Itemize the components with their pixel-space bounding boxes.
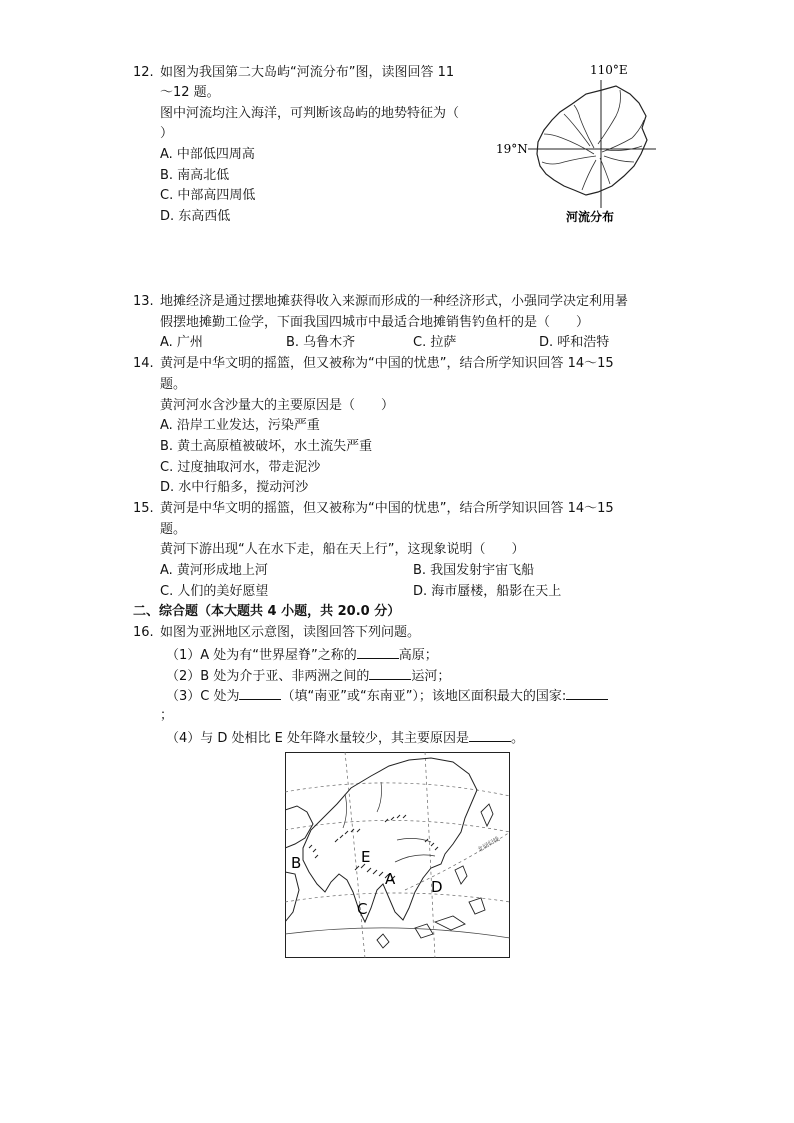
q13-option-d[interactable]: D. 呼和浩特 xyxy=(539,335,610,350)
map-longitude-label: 110°E xyxy=(590,63,628,77)
q16-part4 xyxy=(166,728,524,748)
map-label-a: A xyxy=(385,870,396,888)
q15-stem-line2: 题。 xyxy=(160,522,187,537)
q15-option-d[interactable]: D. 海市蜃楼，船影在天上 xyxy=(413,584,562,599)
q14-stem-line1: 黄河是中华文明的摇篮，但又被称为“中国的忧患”，结合所学知识回答 14～15 xyxy=(160,356,614,371)
q16-blank-canal[interactable] xyxy=(369,666,411,680)
river xyxy=(542,156,596,164)
q16-part4-text: （4）与 D 处相比 E 处年降水量较少，其主要原因是 xyxy=(166,731,470,746)
q14-number: 14. xyxy=(133,356,154,371)
q15-sub-question: 黄河下游出现“人在水下走，船在天上行”，这现象说明（ ） xyxy=(160,542,525,557)
q16-part1 xyxy=(166,645,438,665)
q16-number: 16. xyxy=(133,625,154,640)
q14-option-d[interactable]: D. 水中行船多，搅动河沙 xyxy=(160,480,309,495)
map-latitude-label: 19°N xyxy=(496,142,528,156)
q15-option-c[interactable]: C. 人们的美好愿望 xyxy=(160,584,269,599)
q13-number: 13. xyxy=(133,294,154,309)
q12-option-b[interactable]: B. 南高北低 xyxy=(160,168,230,183)
q16-part2 xyxy=(166,666,450,686)
q14-stem-line2: 题。 xyxy=(160,377,187,392)
q12-stem-line1: 如图为我国第二大岛屿“河流分布”图，读图回答 11 xyxy=(160,65,455,80)
q14-option-b[interactable]: B. 黄土高原植被破坏，水土流失严重 xyxy=(160,439,373,454)
q16-part3-middle: （填“南亚”或“东南亚”）；该地区面积最大的国家: xyxy=(281,689,567,704)
q16-part1-text: （1）A 处为有“世界屋脊”之称的 xyxy=(166,648,357,663)
river xyxy=(544,134,594,154)
q13-stem-line2: 假摆地摊勤工俭学，下面我国四城市中最适合地摊销售钓鱼杆的是（ ） xyxy=(160,315,590,330)
island-river-map xyxy=(494,58,664,228)
map-label-d: D xyxy=(431,878,443,896)
q12-option-d[interactable]: D. 东高西低 xyxy=(160,209,231,224)
q13-option-b[interactable]: B. 乌鲁木齐 xyxy=(286,335,356,350)
q15-option-a[interactable]: A. 黄河形成地上河 xyxy=(160,563,268,578)
map-label-b: B xyxy=(291,854,302,872)
q12-number: 12. xyxy=(133,65,154,80)
q12-sub-question: 图中河流均注入海洋，可判断该岛屿的地势特征为（ xyxy=(160,106,460,121)
q16-part4-suffix: 。 xyxy=(511,731,525,746)
river xyxy=(564,114,590,146)
q16-blank-reason[interactable] xyxy=(469,728,511,742)
q15-number: 15. xyxy=(133,501,154,516)
q12-sub-question-end: ） xyxy=(160,126,174,141)
q14-sub-question: 黄河河水含沙量大的主要原因是（ ） xyxy=(160,398,395,413)
q16-part3 xyxy=(166,686,608,706)
map-frame xyxy=(286,753,510,958)
q15-option-b[interactable]: B. 我国发射宇宙飞船 xyxy=(413,563,535,578)
q14-option-c[interactable]: C. 过度抽取河水，带走泥沙 xyxy=(160,460,321,475)
section-heading: 二、综合题（本大题共 4 小题，共 20.0 分） xyxy=(133,604,401,619)
river xyxy=(604,156,634,162)
q13-stem-line1: 地摊经济是通过摆地摊获得收入来源而形成的一种经济形式，小强同学决定利用暑 xyxy=(160,294,629,309)
river-network xyxy=(542,90,644,190)
asia-map xyxy=(285,752,510,958)
q15-stem-line1: 黄河是中华文明的摇篮，但又被称为“中国的忧患”，结合所学知识回答 14～15 xyxy=(160,501,614,516)
q16-stem: 如图为亚洲地区示意图，读图回答下列问题。 xyxy=(160,625,421,640)
q16-blank-country[interactable] xyxy=(566,686,608,700)
q16-part2-text: （2）B 处为介于亚、非两洲之间的 xyxy=(166,669,370,684)
q16-part1-suffix: 高原； xyxy=(398,648,438,663)
map-label-c: C xyxy=(357,900,368,918)
q12-option-c[interactable]: C. 中部高四周低 xyxy=(160,188,256,203)
island-outline xyxy=(537,86,647,195)
q14-option-a[interactable]: A. 沿岸工业发达，污染严重 xyxy=(160,418,320,433)
q12-option-a[interactable]: A. 中部低四周高 xyxy=(160,147,255,162)
q16-part2-suffix: 运河； xyxy=(411,669,451,684)
map-caption: 河流分布 xyxy=(566,210,615,224)
q16-part3-end: ； xyxy=(160,708,174,723)
map-label-e: E xyxy=(361,848,371,866)
q12-stem-line2: ～12 题。 xyxy=(160,85,220,100)
river xyxy=(582,160,596,190)
q16-blank-plateau[interactable] xyxy=(357,645,399,659)
q16-part3-text: （3）C 处为 xyxy=(166,689,240,704)
q13-option-c[interactable]: C. 拉萨 xyxy=(413,335,457,350)
q16-blank-region[interactable] xyxy=(239,686,281,700)
q13-option-a[interactable]: A. 广州 xyxy=(160,335,203,350)
tropic-label: 北回归线 xyxy=(476,835,501,854)
river xyxy=(574,105,594,148)
